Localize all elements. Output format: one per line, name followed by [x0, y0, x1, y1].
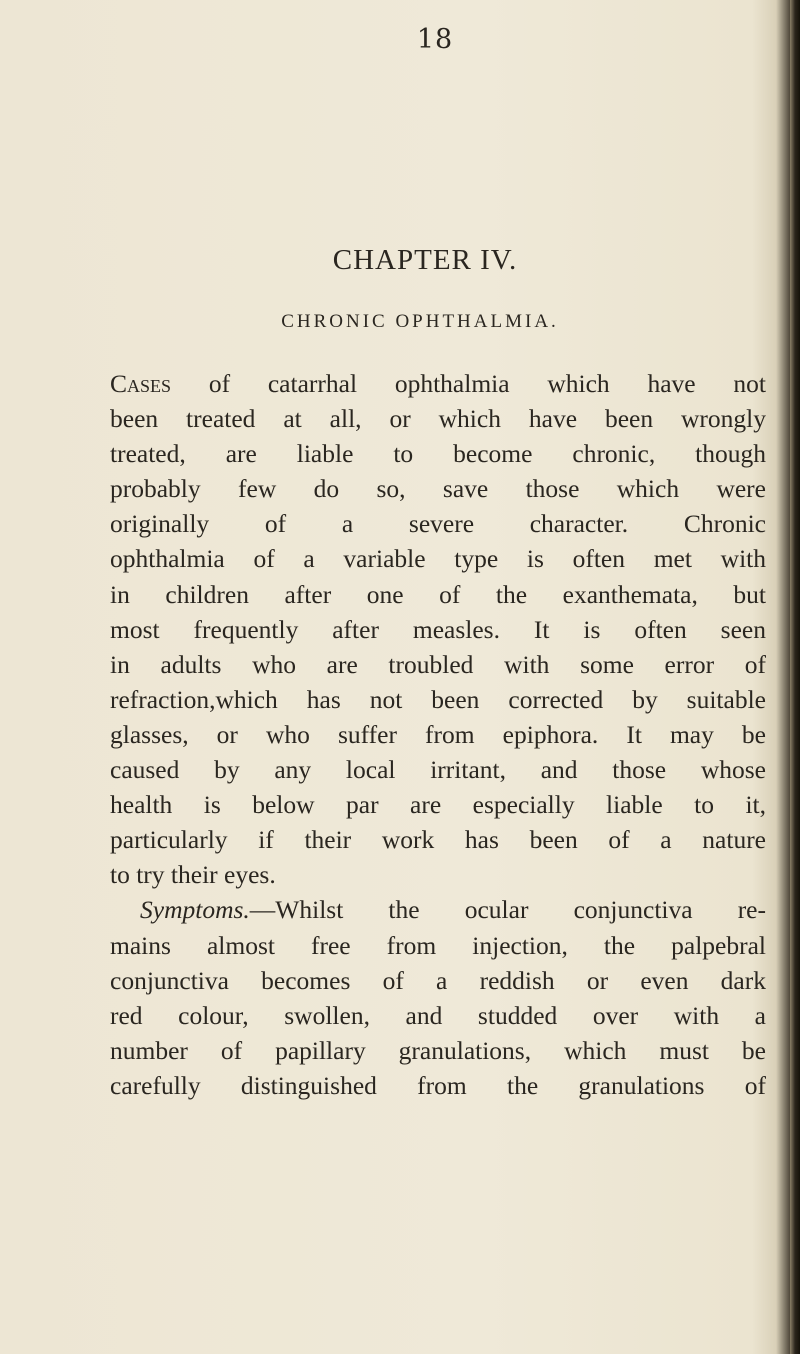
text-line: Cases of catarrhal ophthalmia which have not — [110, 369, 766, 398]
text-line: treated, are liable to become chronic, though — [110, 439, 766, 469]
chapter-title: CHAPTER IV. — [332, 244, 518, 276]
text-line: to try their eyes. — [110, 860, 276, 890]
section-title: CHRONIC OPHTHALMIA. — [281, 311, 559, 332]
paragraph-lead-word: Cases — [110, 369, 172, 398]
text-line: number of papillary granulations, which must be — [110, 1035, 766, 1065]
body-text — [110, 366, 766, 1103]
text-line: glasses, or who suffer from epiphora. It may be — [110, 719, 766, 749]
text-line: caused by any local irritant, and those whose — [110, 755, 766, 785]
text-line: Symptoms.—Whilst the ocular conjunctiva re- — [140, 895, 766, 925]
text-line: ophthalmia of a variable type is often met with — [110, 544, 766, 574]
text-line: refraction,which has not been corrected by suitable — [110, 684, 766, 714]
text-line: red colour, swollen, and studded over with a — [110, 1000, 766, 1030]
text-line: particularly if their work has been of a nature — [110, 825, 766, 855]
text-line: in adults who are troubled with some error of — [110, 649, 766, 679]
text-line: probably few do so, save those which were — [110, 474, 766, 504]
text-line: in children after one of the exanthemata, but — [110, 579, 766, 609]
text-line: carefully distinguished from the granulations of — [110, 1070, 766, 1100]
text-line: health is below par are especially liable to it, — [110, 790, 766, 820]
text-line: most frequently after measles. It is often seen — [110, 614, 766, 644]
text-line: mains almost free from injection, the palpebral — [110, 930, 766, 960]
paragraph-lead-word: Symptoms. — [140, 895, 250, 925]
text-line: originally of a severe character. Chronic — [110, 509, 766, 539]
text-line: been treated at all, or which have been wrongly — [110, 404, 766, 434]
book-spine-shadow — [790, 0, 800, 1354]
page-number: 18 — [416, 24, 454, 55]
text-line: conjunctiva becomes of a reddish or even dark — [110, 965, 766, 995]
